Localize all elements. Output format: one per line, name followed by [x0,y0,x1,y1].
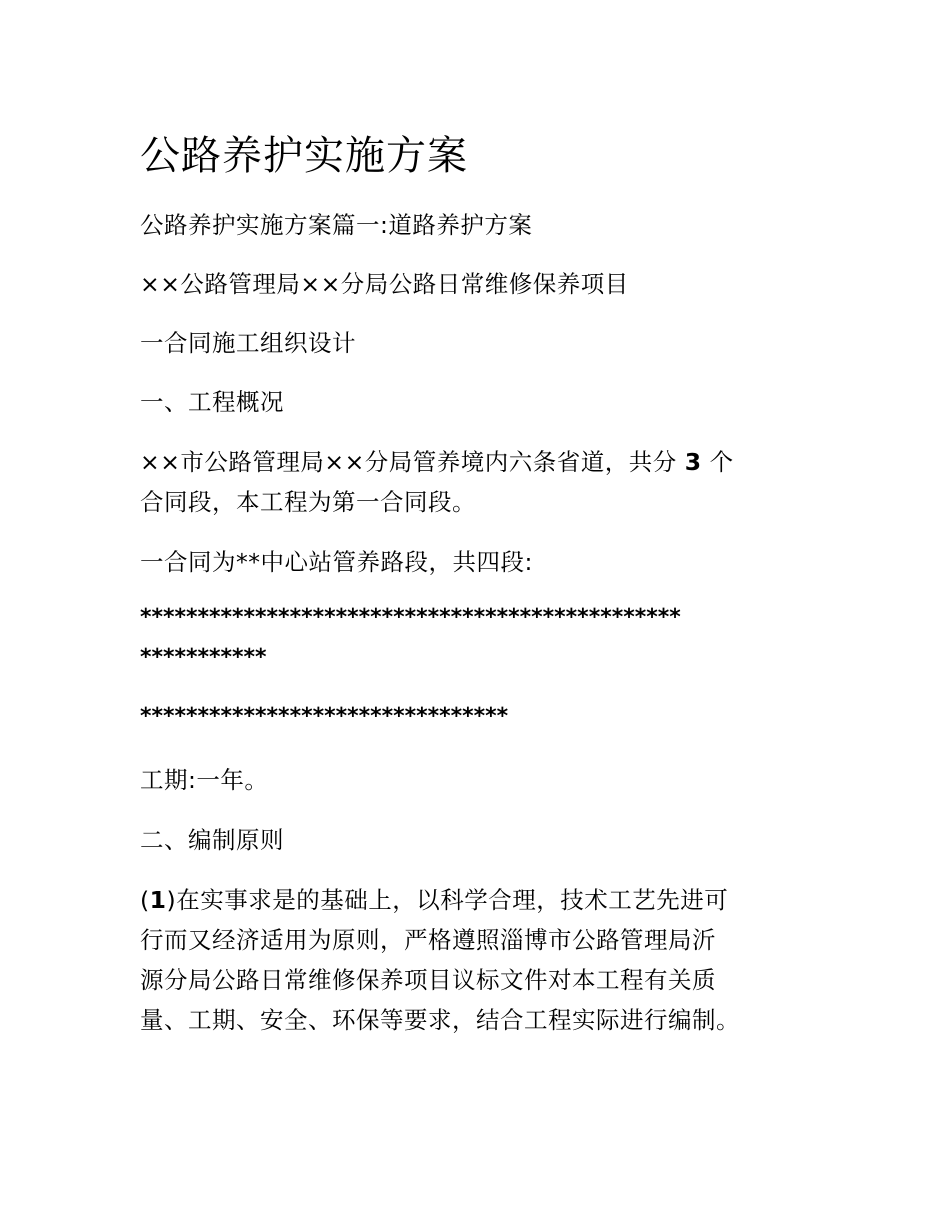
principle-number: 1 [149,886,167,914]
section-heading-principles: 二、编制原则 [140,826,284,854]
overview-text-b: 个 [701,448,734,476]
stars-line-1: *********************************************** [140,605,681,630]
paragraph-subtitle: 公路养护实施方案篇一:道路养护方案 [140,211,533,239]
paragraph-project-name: ××公路管理局××分局公路日常维修保养项目 [140,270,629,298]
paragraph-contract-intro: 一合同为**中心站管养路段，共四段: [140,548,533,576]
overview-text-a: ××市公路管理局××分局管养境内六条省道，共分 [140,448,685,476]
principle-open-paren: ( [140,886,150,914]
stars-line-2: *********** [140,645,267,670]
principle-text-1: 在实事求是的基础上，以科学合理，技术工艺先进可 [176,886,729,914]
principle-line-1 [140,880,810,920]
principle-line-4: 量、工期、安全、环保等要求，结合工程实际进行编制。 [140,1006,740,1034]
paragraph-duration: 工期:一年。 [140,766,269,794]
principle-line-2: 行而又经济适用为原则，严格遵照淄博市公路管理局沂 [140,926,716,954]
paragraph-overview-line1 [140,442,810,482]
principle-line-3: 源分局公路日常维修保养项目议标文件对本工程有关质 [140,966,716,994]
principle-close-paren: ) [166,886,177,914]
document-title: 公路养护实施方案 [140,133,468,179]
paragraph-overview-line2: 合同段，本工程为第一合同段。 [140,488,476,516]
section-heading-overview: 一、工程概况 [140,388,284,416]
overview-number: 3 [684,448,702,476]
paragraph-design-title: 一合同施工组织设计 [140,329,356,357]
stars-line-3: ******************************** [140,704,509,729]
